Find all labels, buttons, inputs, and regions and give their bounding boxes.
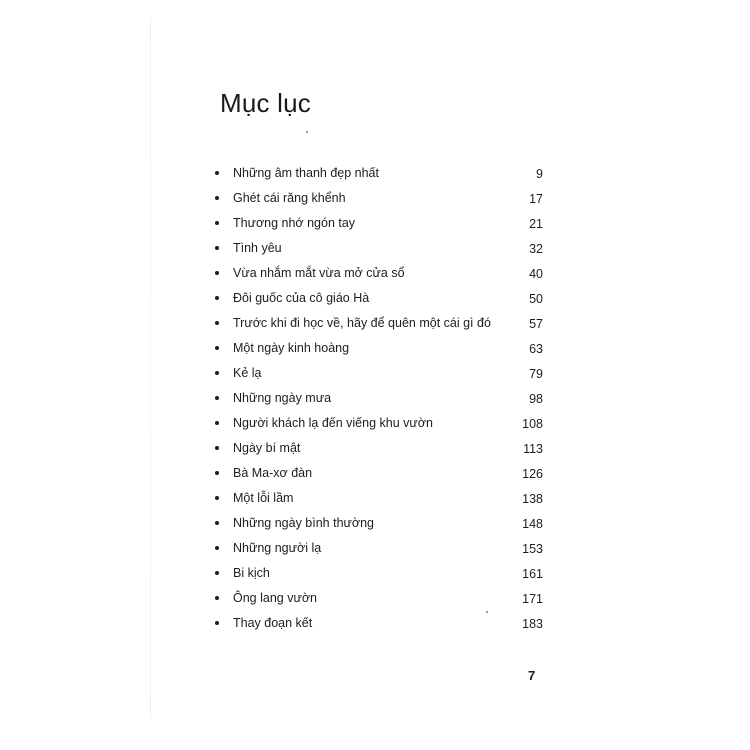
- page-number: 7: [528, 668, 536, 683]
- bullet-icon: [215, 596, 219, 600]
- toc-entry-page: 17: [529, 192, 543, 206]
- print-speck: [306, 131, 308, 133]
- toc-entry-title: Kẻ lạ: [233, 365, 262, 380]
- bullet-icon: [215, 171, 219, 175]
- toc-entry-title: Bi kịch: [233, 565, 270, 580]
- bullet-icon: [215, 546, 219, 550]
- toc-entry-title: Bà Ma-xơ đàn: [233, 465, 313, 480]
- toc-title: Mục lục: [220, 88, 311, 118]
- page-edge-shadow: [150, 18, 151, 718]
- toc-entry-page: 21: [529, 217, 543, 231]
- toc-entry-title: Những ngày mưa: [233, 390, 332, 405]
- toc-entry: [213, 385, 543, 410]
- toc-entry-title: Một lỗi lầm: [233, 490, 294, 505]
- bullet-icon: [215, 321, 219, 325]
- toc-entry-page: 50: [529, 292, 543, 306]
- bullet-icon: [215, 421, 219, 425]
- toc-entry-title: Thương nhớ ngón tay: [233, 215, 356, 230]
- toc-entry: [213, 560, 543, 585]
- bullet-icon: [215, 496, 219, 500]
- bullet-icon: [215, 446, 219, 450]
- bullet-icon: [215, 296, 219, 300]
- toc-entry: [213, 485, 543, 510]
- toc-entry-page: 171: [522, 592, 543, 606]
- bullet-icon: [215, 471, 219, 475]
- bullet-icon: [215, 271, 219, 275]
- toc-entry-page: 153: [522, 542, 543, 556]
- bullet-icon: [215, 221, 219, 225]
- toc-entry: [213, 360, 543, 385]
- toc-entry-title: Ngày bí mật: [233, 440, 301, 455]
- toc-entry: [213, 585, 543, 610]
- toc-entry: [213, 160, 543, 185]
- toc-entry-title: Thay đoạn kết: [233, 615, 313, 630]
- toc-entry: [213, 410, 543, 435]
- toc-entry: [213, 285, 543, 310]
- bullet-icon: [215, 371, 219, 375]
- toc-entry-title: Ông lang vườn: [233, 590, 317, 605]
- toc-entry: [213, 310, 543, 335]
- toc-entry: [213, 260, 543, 285]
- toc-entry: [213, 335, 543, 360]
- bullet-icon: [215, 571, 219, 575]
- toc-entry-page: 161: [522, 567, 543, 581]
- toc-entry-page: 126: [522, 467, 543, 481]
- toc-entry: [213, 535, 543, 560]
- bullet-icon: [215, 621, 219, 625]
- bullet-icon: [215, 246, 219, 250]
- toc-entry-page: 40: [529, 267, 543, 281]
- toc-entry-page: 57: [529, 317, 543, 331]
- toc-entry-page: 98: [529, 392, 543, 406]
- toc-entry-page: 9: [536, 167, 543, 181]
- toc-entry-title: Người khách lạ đến viếng khu vườn: [233, 415, 433, 430]
- table-of-contents: [213, 160, 543, 635]
- toc-entry-page: 79: [529, 367, 543, 381]
- toc-entry-page: 63: [529, 342, 543, 356]
- toc-entry-title: Trước khi đi học về, hãy để quên một cái gì đó: [233, 315, 491, 330]
- toc-entry: [213, 510, 543, 535]
- toc-entry-title: Những âm thanh đẹp nhất: [233, 165, 379, 180]
- toc-entry-title: Những người lạ: [233, 540, 322, 555]
- toc-entry-title: Tình yêu: [233, 240, 282, 255]
- toc-entry-title: Ghét cái răng khểnh: [233, 190, 346, 205]
- toc-entry-page: 148: [522, 517, 543, 531]
- toc-entry-title: Một ngày kinh hoàng: [233, 340, 350, 355]
- toc-entry-page: 138: [522, 492, 543, 506]
- toc-entry-title: Đôi guốc của cô giáo Hà: [233, 290, 370, 305]
- toc-entry: [213, 435, 543, 460]
- bullet-icon: [215, 396, 219, 400]
- toc-entry: [213, 610, 543, 635]
- toc-entry-page: 108: [522, 417, 543, 431]
- bullet-icon: [215, 521, 219, 525]
- toc-entry-title: Vừa nhắm mắt vừa mở cửa sổ: [233, 265, 405, 280]
- toc-entry-page: 113: [523, 442, 543, 456]
- toc-entry: [213, 460, 543, 485]
- toc-entry-page: 183: [522, 617, 543, 631]
- toc-entry-title: Những ngày bình thường: [233, 515, 374, 530]
- toc-entry: [213, 235, 543, 260]
- toc-entry: [213, 210, 543, 235]
- bullet-icon: [215, 196, 219, 200]
- toc-entry: [213, 185, 543, 210]
- toc-entry-page: 32: [529, 242, 543, 256]
- bullet-icon: [215, 346, 219, 350]
